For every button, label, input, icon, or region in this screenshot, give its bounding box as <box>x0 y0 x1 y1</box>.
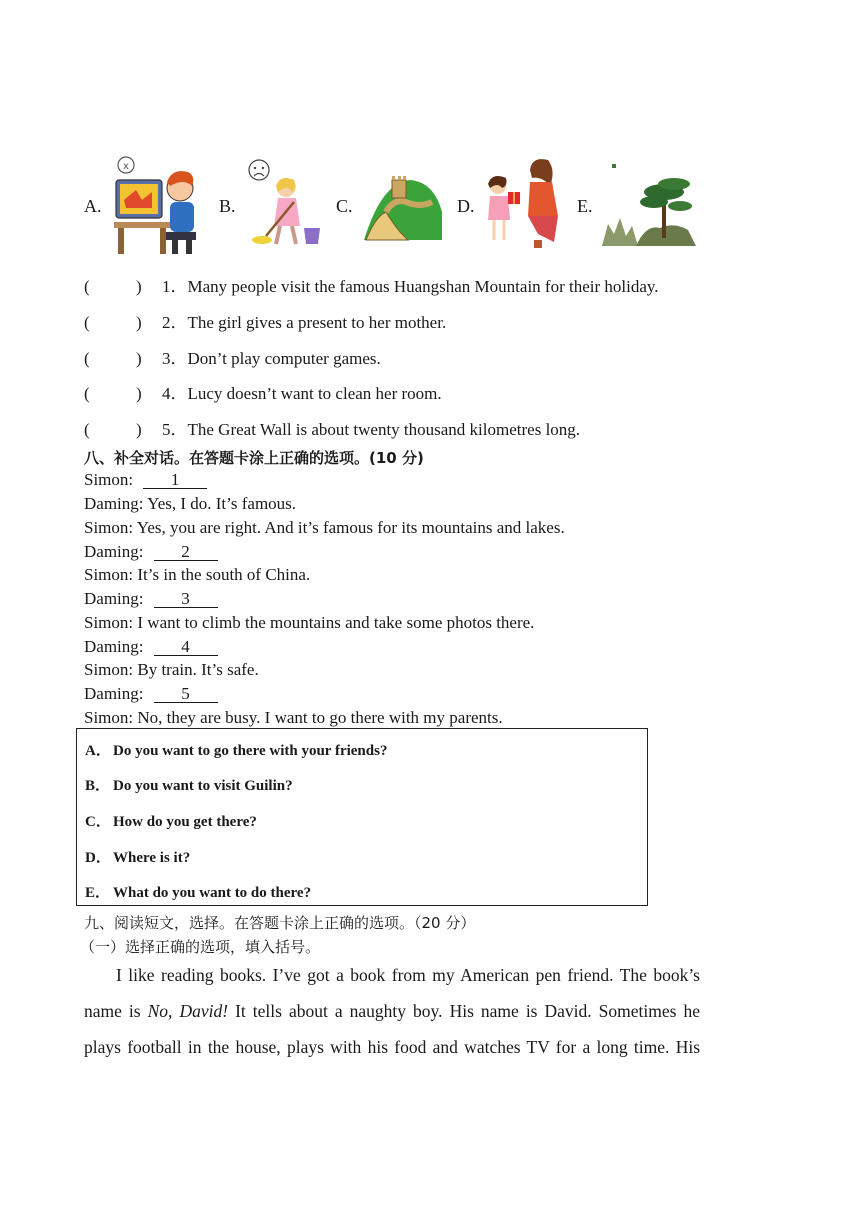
picture-row <box>84 150 724 260</box>
blank-4[interactable]: 4 <box>154 638 218 656</box>
dialogue-line: Simon: I want to climb the mountains and take some photos there. <box>84 613 535 632</box>
dialogue-line: Daming: 5 <box>84 684 218 704</box>
matching-item-5: ( ) 5．The Great Wall is about twenty thousand kilometres long. <box>84 420 581 439</box>
picture-letter-e: E. <box>577 196 593 216</box>
passage-line-3: plays football in the house, plays with his food and watches TV for a long time. His <box>84 1037 700 1057</box>
dialogue-line: Simon: 1 <box>84 470 207 490</box>
mountain-pine-icon <box>602 164 696 246</box>
picture-letter-a: A. <box>84 196 102 216</box>
blank-5[interactable]: 5 <box>154 685 218 703</box>
answer-paren[interactable]: ( <box>84 349 90 368</box>
dialogue-line: Simon: It’s in the south of China. <box>84 565 311 584</box>
girl-giving-present-icon <box>482 156 566 252</box>
picture-letter-d: D. <box>457 196 475 216</box>
girl-cleaning-icon <box>244 156 324 248</box>
dialogue-line: Simon: No, they are busy. I want to go there with my parents. <box>84 708 503 727</box>
passage-line-2: name is No, David! It tells about a naughty boy. His name is David. Sometimes he <box>84 1001 700 1021</box>
book-title: No, David! <box>147 1001 229 1021</box>
option-c[interactable]: C． How do you get there? <box>85 814 257 830</box>
section-8-heading: 八、补全对话。在答题卡涂上正确的选项。(10 分) <box>84 449 424 467</box>
answer-paren[interactable]: ( <box>84 313 90 332</box>
great-wall-icon <box>362 172 444 242</box>
matching-item-1: ( ) 1．Many people visit the famous Huangshan Mountain for their holiday. <box>84 277 659 296</box>
answer-paren[interactable]: ( <box>84 420 90 439</box>
option-d[interactable]: D． Where is it? <box>85 850 191 866</box>
dialogue-line: Daming: 4 <box>84 637 218 657</box>
answer-paren[interactable]: ( <box>84 277 90 296</box>
options-box <box>76 728 648 906</box>
answer-paren[interactable]: ( <box>84 384 90 403</box>
option-a[interactable]: A． Do you want to go there with your friends? <box>85 743 388 759</box>
svg-text:x: x <box>123 161 129 172</box>
picture-letter-c: C. <box>336 196 353 216</box>
blank-2[interactable]: 2 <box>154 543 218 561</box>
dialogue-line: Daming: 2 <box>84 542 218 562</box>
matching-item-4: ( ) 4．Lucy doesn’t want to clean her room. <box>84 384 442 403</box>
picture-letter-b: B. <box>219 196 236 216</box>
dialogue-line: Simon: By train. It’s safe. <box>84 660 259 679</box>
blank-3[interactable]: 3 <box>154 590 218 608</box>
section-9-heading: 九、阅读短文，选择。在答题卡涂上正确的选项。（20 分） <box>84 914 476 932</box>
matching-item-2: ( ) 2．The girl gives a present to her mother. <box>84 313 447 332</box>
blank-1[interactable]: 1 <box>143 471 207 489</box>
passage-line-1: I like reading books. I’ve got a book from my American pen friend. The book’s <box>116 965 700 985</box>
reading-passage <box>84 957 700 1065</box>
matching-item-3: ( ) 3．Don’t play computer games. <box>84 349 381 368</box>
section-9-subheading: （一）选择正确的选项，填入括号。 <box>80 938 321 956</box>
dialogue-line: Daming: Yes, I do. It’s famous. <box>84 494 297 513</box>
boy-at-computer-icon <box>112 156 204 256</box>
option-e[interactable]: E． What do you want to do there? <box>85 885 312 901</box>
dialogue-line: Daming: 3 <box>84 589 218 609</box>
option-b[interactable]: B． Do you want to visit Guilin? <box>85 778 293 794</box>
dialogue-line: Simon: Yes, you are right. And it’s famous for its mountains and lakes. <box>84 518 565 537</box>
